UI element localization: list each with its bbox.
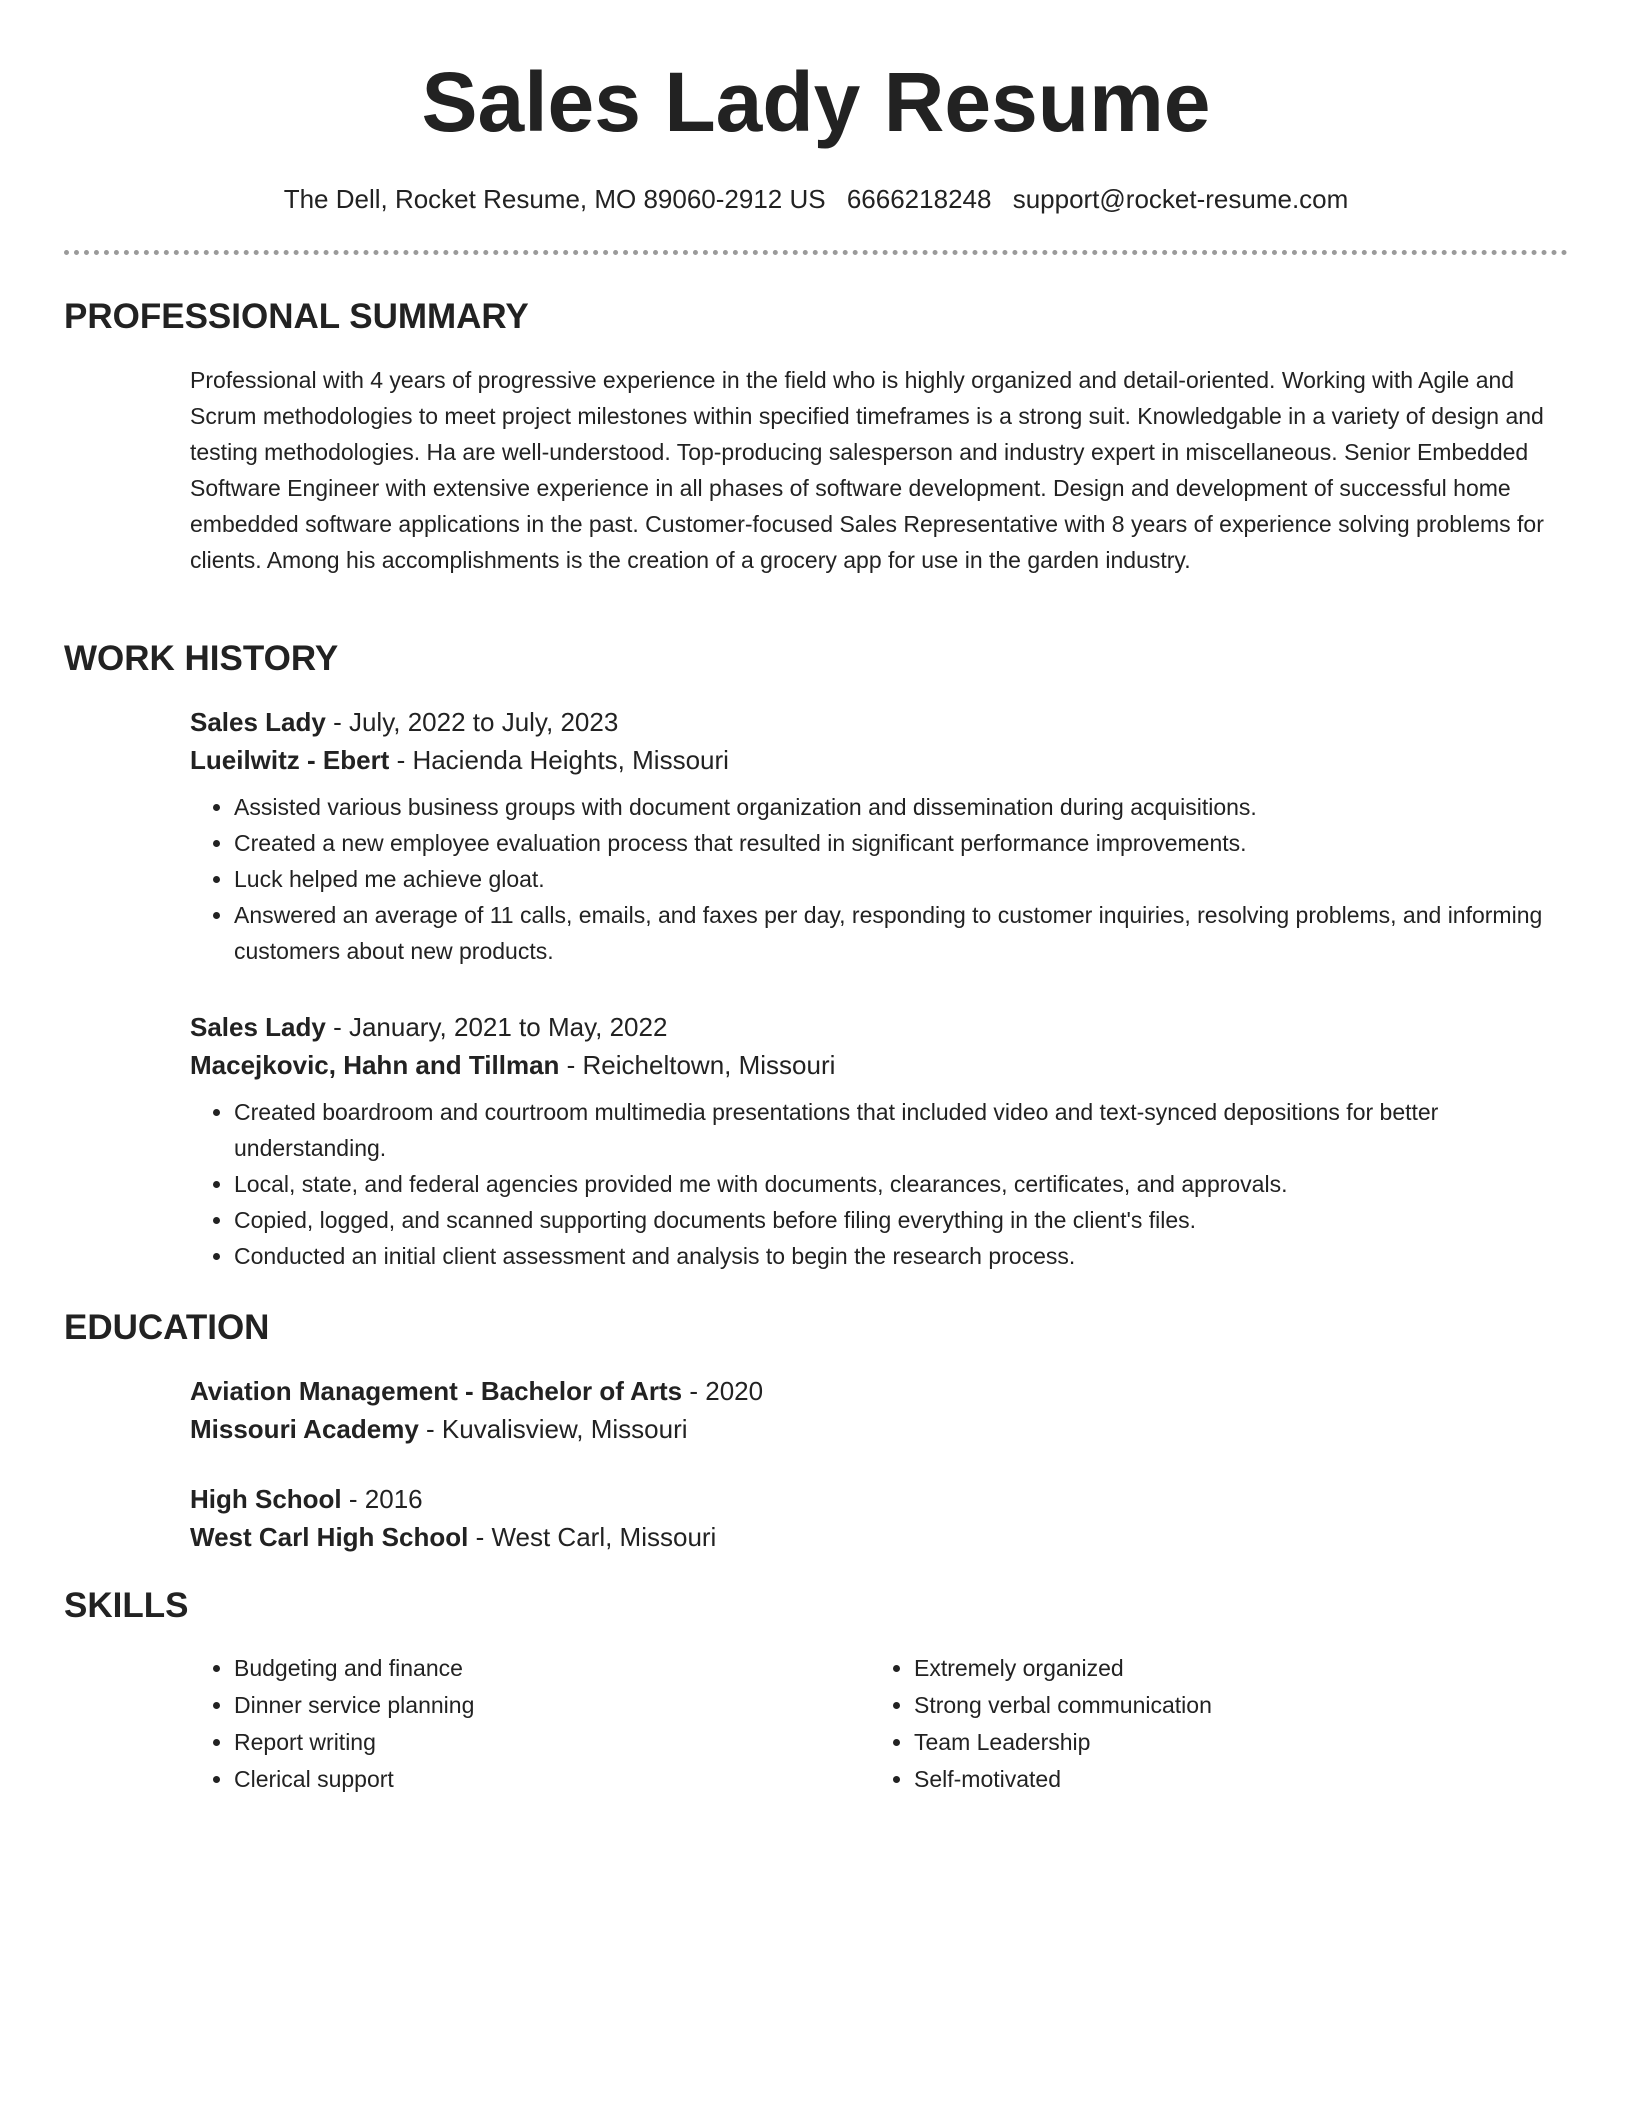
skills-list bbox=[190, 1650, 870, 1798]
education-school-line bbox=[190, 1518, 1550, 1556]
job-bullet: • Luck helped me achieve gloat. bbox=[234, 861, 1550, 897]
skills-column-right bbox=[870, 1650, 1550, 1798]
summary-block bbox=[190, 362, 1550, 578]
education-degree: Aviation Management - Bachelor of Arts bbox=[190, 1376, 683, 1406]
education-location: - Kuvalisview, Missouri bbox=[418, 1414, 688, 1444]
job-title: Sales Lady bbox=[190, 1012, 326, 1042]
job-bullets bbox=[190, 789, 1550, 969]
job-location: - Reicheltown, Missouri bbox=[559, 1050, 836, 1080]
skill-item: • Self-motivated bbox=[914, 1761, 1550, 1798]
skill-item: • Report writing bbox=[234, 1724, 870, 1761]
skill-item: • Strong verbal communication bbox=[914, 1687, 1550, 1724]
contact-address: The Dell, Rocket Resume, MO 89060-2912 US bbox=[283, 184, 826, 214]
skills-column-left bbox=[190, 1650, 870, 1798]
skill-item: • Team Leadership bbox=[914, 1724, 1550, 1761]
education-school: Missouri Academy bbox=[190, 1414, 419, 1444]
job-bullet: • Conducted an initial client assessment and analysis to begin the research process. bbox=[234, 1238, 1550, 1274]
skill-item: • Dinner service planning bbox=[234, 1687, 870, 1724]
skill-item: • Extremely organized bbox=[914, 1650, 1550, 1687]
job-bullet: • Copied, logged, and scanned supporting documents before filing everything in the client's files. bbox=[234, 1202, 1550, 1238]
contact-phone: 6666218248 bbox=[846, 184, 992, 214]
job-bullet: • Created boardroom and courtroom multimedia presentations that included video and text-synced depositions for better understanding. bbox=[234, 1094, 1550, 1166]
job-company-line bbox=[190, 741, 1550, 779]
education-degree: High School bbox=[190, 1484, 342, 1514]
job-location: - Hacienda Heights, Missouri bbox=[389, 745, 729, 775]
job-dates: - July, 2022 to July, 2023 bbox=[325, 707, 619, 737]
skill-item: • Clerical support bbox=[234, 1761, 870, 1798]
job-title-line bbox=[190, 1008, 1550, 1046]
education-location: - West Carl, Missouri bbox=[468, 1522, 717, 1552]
skills-grid bbox=[190, 1650, 1550, 1798]
contact-line bbox=[0, 182, 1632, 216]
education-degree-line bbox=[190, 1372, 1550, 1410]
skills-list bbox=[870, 1650, 1550, 1798]
section-title-work: WORK HISTORY bbox=[64, 639, 339, 678]
job-bullet: • Local, state, and federal agencies provided me with documents, clearances, certificates, and approvals. bbox=[234, 1166, 1550, 1202]
job-title-line bbox=[190, 703, 1550, 741]
section-title-education: EDUCATION bbox=[64, 1308, 270, 1347]
education-year: - 2020 bbox=[682, 1376, 764, 1406]
education-entry bbox=[190, 1480, 1550, 1556]
job-title: Sales Lady bbox=[190, 707, 326, 737]
education-school: West Carl High School bbox=[190, 1522, 469, 1552]
job-entry bbox=[190, 1008, 1550, 1274]
job-company: Lueilwitz - Ebert bbox=[190, 745, 390, 775]
job-bullet: • Answered an average of 11 calls, emails, and faxes per day, responding to customer inquiries, resolving problems, and informing customers about new products. bbox=[234, 897, 1550, 969]
job-entry bbox=[190, 703, 1550, 969]
education-school-line bbox=[190, 1410, 1550, 1448]
section-title-summary: PROFESSIONAL SUMMARY bbox=[64, 297, 529, 336]
job-company-line bbox=[190, 1046, 1550, 1084]
contact-email: support@rocket-resume.com bbox=[1012, 184, 1349, 214]
job-bullets bbox=[190, 1094, 1550, 1274]
skill-item: • Budgeting and finance bbox=[234, 1650, 870, 1687]
education-year: - 2016 bbox=[341, 1484, 423, 1514]
job-dates: - January, 2021 to May, 2022 bbox=[325, 1012, 668, 1042]
job-company: Macejkovic, Hahn and Tillman bbox=[190, 1050, 560, 1080]
section-title-skills: SKILLS bbox=[64, 1586, 189, 1625]
job-bullet: • Created a new employee evaluation process that resulted in significant performance improvements. bbox=[234, 825, 1550, 861]
header-divider bbox=[64, 250, 1568, 255]
resume-title: Sales Lady Resume bbox=[421, 55, 1211, 149]
education-degree-line bbox=[190, 1480, 1550, 1518]
education-entry bbox=[190, 1372, 1550, 1448]
job-bullet: • Assisted various business groups with document organization and dissemination during acquisitions. bbox=[234, 789, 1550, 825]
summary-text: Professional with 4 years of progressive experience in the field who is highly organized and detail-oriented. Working with Agile and Scrum methodologies to meet project milestones within specified timeframes is a strong suit. Knowledgable in a variety of design and testing methodologies. Ha are well-understood. Top-producing salesperson and industry expert in miscellaneous. Senior Embedded Software Engineer with extensive experience in all phases of software development. Design and development of successful home embedded software applications in the past. Customer-focused Sales Representative with 8 years of experience solving problems for clients. Among his accomplishments is the creation of a grocery app for use in the garden industry. bbox=[190, 367, 1544, 573]
